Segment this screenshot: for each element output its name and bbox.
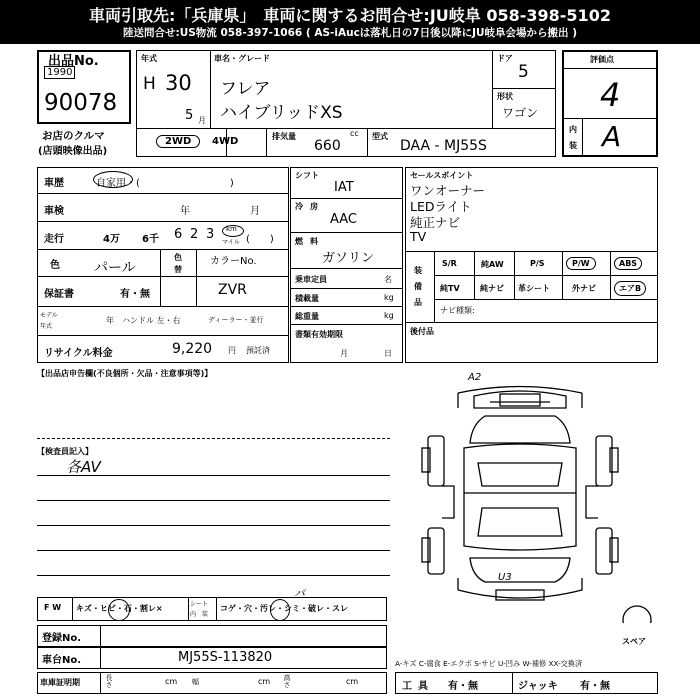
handle-side: ハンドル 左・右 xyxy=(122,316,181,325)
equip-aw: 純AW xyxy=(481,260,504,269)
doc-expiry-month: 月 xyxy=(340,349,348,358)
shop-line1: お店のクルマ xyxy=(42,130,105,142)
certificate-height: 高さ xyxy=(283,674,291,688)
color-code: ZVR xyxy=(218,282,247,298)
load-unit: kg xyxy=(384,293,394,302)
doc-expiry-day: 日 xyxy=(384,349,392,358)
jack-value: 有・無 xyxy=(580,681,610,692)
jack-label: ジャッキ xyxy=(518,681,558,692)
score-value: 4 xyxy=(600,76,621,114)
drive-2wd: 2WD xyxy=(156,135,200,148)
history-value: 自家用・( ) xyxy=(96,178,234,189)
drive-4wd: 4WD xyxy=(212,136,239,147)
interior-label-1: 内 xyxy=(569,125,577,134)
fuel-label-1: 燃 xyxy=(295,237,303,246)
equip-pw: P/W xyxy=(566,257,596,270)
seat-label-2: 内 装 xyxy=(190,611,209,618)
recycle-note: 預託済 xyxy=(246,346,270,355)
shift-label: シフト xyxy=(295,171,319,180)
chassis-value: MJ55S-113820 xyxy=(178,650,273,665)
equip-ps: P/S xyxy=(530,259,545,268)
header-line1: 車両引取先:「兵庫県」 車両に関するお問合せ:JU岐阜 058-398-5102 xyxy=(89,6,611,25)
mileage-digit-1: 6 xyxy=(174,227,183,242)
model-year-label-2: 年式 xyxy=(40,323,53,330)
seat-label-1: シート xyxy=(190,601,209,608)
sales-point-2: LEDライト xyxy=(410,199,472,214)
warranty-label: 保証書 xyxy=(44,289,74,300)
weight-label: 総重量 xyxy=(295,312,319,321)
certificate-width: 幅 xyxy=(192,678,199,686)
equip-navi: 純ナビ xyxy=(480,284,504,293)
grade-name: ハイブリッドXS xyxy=(220,103,343,123)
certificate-cm-1: cm xyxy=(165,677,178,686)
spare-label: スペア xyxy=(622,637,646,646)
displacement-label: 排気量 xyxy=(272,132,296,141)
fw-circle xyxy=(108,599,130,621)
capacity-label: 乗車定員 xyxy=(295,275,327,284)
seat-circle xyxy=(270,599,290,621)
color-label: 色 xyxy=(50,260,60,271)
inspector-label: 【検査員記入】 xyxy=(37,447,93,456)
year-value: 30 xyxy=(165,71,192,95)
shape-label: 形状 xyxy=(497,92,513,101)
equipment-label-2: 備 xyxy=(414,282,422,291)
certificate-row xyxy=(37,672,387,694)
sales-point-4: TV xyxy=(410,229,427,244)
recycle-value: 9,220 xyxy=(172,341,213,357)
registration-label: 登録No. xyxy=(42,633,82,644)
model-code-value: DAA - MJ55S xyxy=(400,138,487,154)
damage-mark-top: A2 xyxy=(468,372,482,383)
post-fit-label: 後付品 xyxy=(410,327,434,336)
doors-value: 5 xyxy=(518,62,529,82)
equip-navi-type: ナビ種類: xyxy=(440,306,475,315)
notes-divider xyxy=(37,438,390,439)
color-change-1: 色 xyxy=(174,253,182,262)
sales-points-label: セールスポイント xyxy=(410,171,474,180)
equip-ext-navi: 外ナビ xyxy=(572,284,596,293)
certificate-length: 長さ xyxy=(105,674,113,688)
dealer-type: ディーラー・並行 xyxy=(208,316,264,324)
shape-value: ワゴン xyxy=(502,106,539,120)
sales-point-3: 純正ナビ xyxy=(410,215,461,230)
car-damage-diagram xyxy=(400,368,670,623)
lot-number: 90078 xyxy=(44,90,118,116)
inspection-label: 車検 xyxy=(44,206,64,217)
mileage-unit-km: km xyxy=(226,225,237,233)
ac-label-1: 冷 xyxy=(295,202,303,211)
displacement-unit: cc xyxy=(350,129,359,138)
chassis-label: 車台No. xyxy=(42,655,82,666)
shop-line2: (店頭映像出品) xyxy=(38,146,108,157)
color-change-2: 替 xyxy=(174,265,182,274)
capacity-unit: 名 xyxy=(384,275,392,284)
warranty-value: 有・無 xyxy=(120,289,150,300)
equip-abs: ABS xyxy=(614,257,642,270)
mileage-digit-2: 2 xyxy=(190,227,199,242)
history-label: 車歴 xyxy=(44,178,64,189)
certificate-cm-2: cm xyxy=(258,677,271,686)
interior-value: A xyxy=(602,120,622,153)
displacement-value: 660 xyxy=(314,138,341,154)
registration-row xyxy=(37,625,387,647)
doc-expiry-label: 書類有効期限 xyxy=(295,330,343,339)
mileage-unit-mile: マイル xyxy=(222,239,240,246)
color-value: パール xyxy=(94,260,136,276)
mileage-label: 走行 xyxy=(44,234,64,245)
equipment-label-3: 品 xyxy=(414,298,422,307)
equip-airbag: エアB xyxy=(614,281,646,296)
certificate-label: 車庫証明期 xyxy=(40,678,80,687)
year-era: H xyxy=(143,74,156,94)
score-label: 評価点 xyxy=(590,55,614,64)
interior-label-2: 装 xyxy=(569,141,577,150)
fw-label: F W xyxy=(44,603,62,612)
name-label: 車名・グレード xyxy=(214,54,270,63)
lot-label: 出品No. xyxy=(48,54,99,69)
header-line2: 陸送問合せ:US物流 058-397-1066 ( AS-iAucは落札日の7日後以降にJU岐阜会場から搬出 ) xyxy=(123,27,577,39)
year-label: 年式 xyxy=(141,54,157,63)
ac-value: AAC xyxy=(330,212,357,227)
inspection-month: 月 xyxy=(250,206,260,217)
mileage-sen: 6千 xyxy=(142,234,159,245)
inspection-year: 年 xyxy=(180,206,190,217)
model-name: フレア xyxy=(220,79,271,99)
tools-value: 有・無 xyxy=(448,681,478,692)
lot-sub: 1990 xyxy=(44,66,75,79)
fuel-value: ガソリン xyxy=(322,251,375,266)
model-year-unit: 年 xyxy=(106,316,114,325)
mileage-paren: ( ) xyxy=(246,234,274,245)
year-month-unit: 月 xyxy=(198,116,206,125)
doors-label: ドア xyxy=(497,54,513,63)
ac-label-2: 房 xyxy=(310,202,318,211)
seat-value: コゲ・穴・汚レ・シミ・破レ・スレ xyxy=(220,604,348,613)
mileage-man: 4万 xyxy=(103,234,120,245)
seat-mark: パ xyxy=(294,587,305,600)
mileage-digit-3: 3 xyxy=(206,227,215,242)
fw-value: キズ・ヒビ・石・割レ× xyxy=(76,604,163,613)
recycle-label: リサイクル料金 xyxy=(44,348,113,359)
color-code-label: カラーNo. xyxy=(210,256,257,267)
equip-sr: S/R xyxy=(442,259,457,268)
damage-mark-bottom: U3 xyxy=(498,572,512,583)
year-month: 5 xyxy=(185,108,194,123)
damage-legend: A-キズ C-腐食 E-エクボ S-サビ U-凹み W-補修 XX-交換済 xyxy=(395,659,583,668)
weight-unit: kg xyxy=(384,311,394,320)
equip-leather: 革シート xyxy=(518,284,550,293)
seller-notes-label: 【出品店申告欄(不良個所・欠品・注意事項等)】 xyxy=(37,369,213,378)
equipment-label-1: 装 xyxy=(414,266,422,275)
fuel-label-2: 料 xyxy=(310,237,318,246)
recycle-unit: 円 xyxy=(228,346,236,355)
model-code-label: 型式 xyxy=(372,132,388,141)
sales-point-1: ワンオーナー xyxy=(410,183,486,198)
equip-tv: 純TV xyxy=(440,284,460,293)
inspector-note: 各AV xyxy=(66,458,101,476)
model-year-label-1: モデル xyxy=(40,312,58,319)
load-label: 積載量 xyxy=(295,294,319,303)
tools-label: 工具 xyxy=(402,681,434,692)
certificate-cm-3: cm xyxy=(346,677,359,686)
shift-value: IAT xyxy=(334,180,354,195)
history-circle xyxy=(93,171,133,188)
